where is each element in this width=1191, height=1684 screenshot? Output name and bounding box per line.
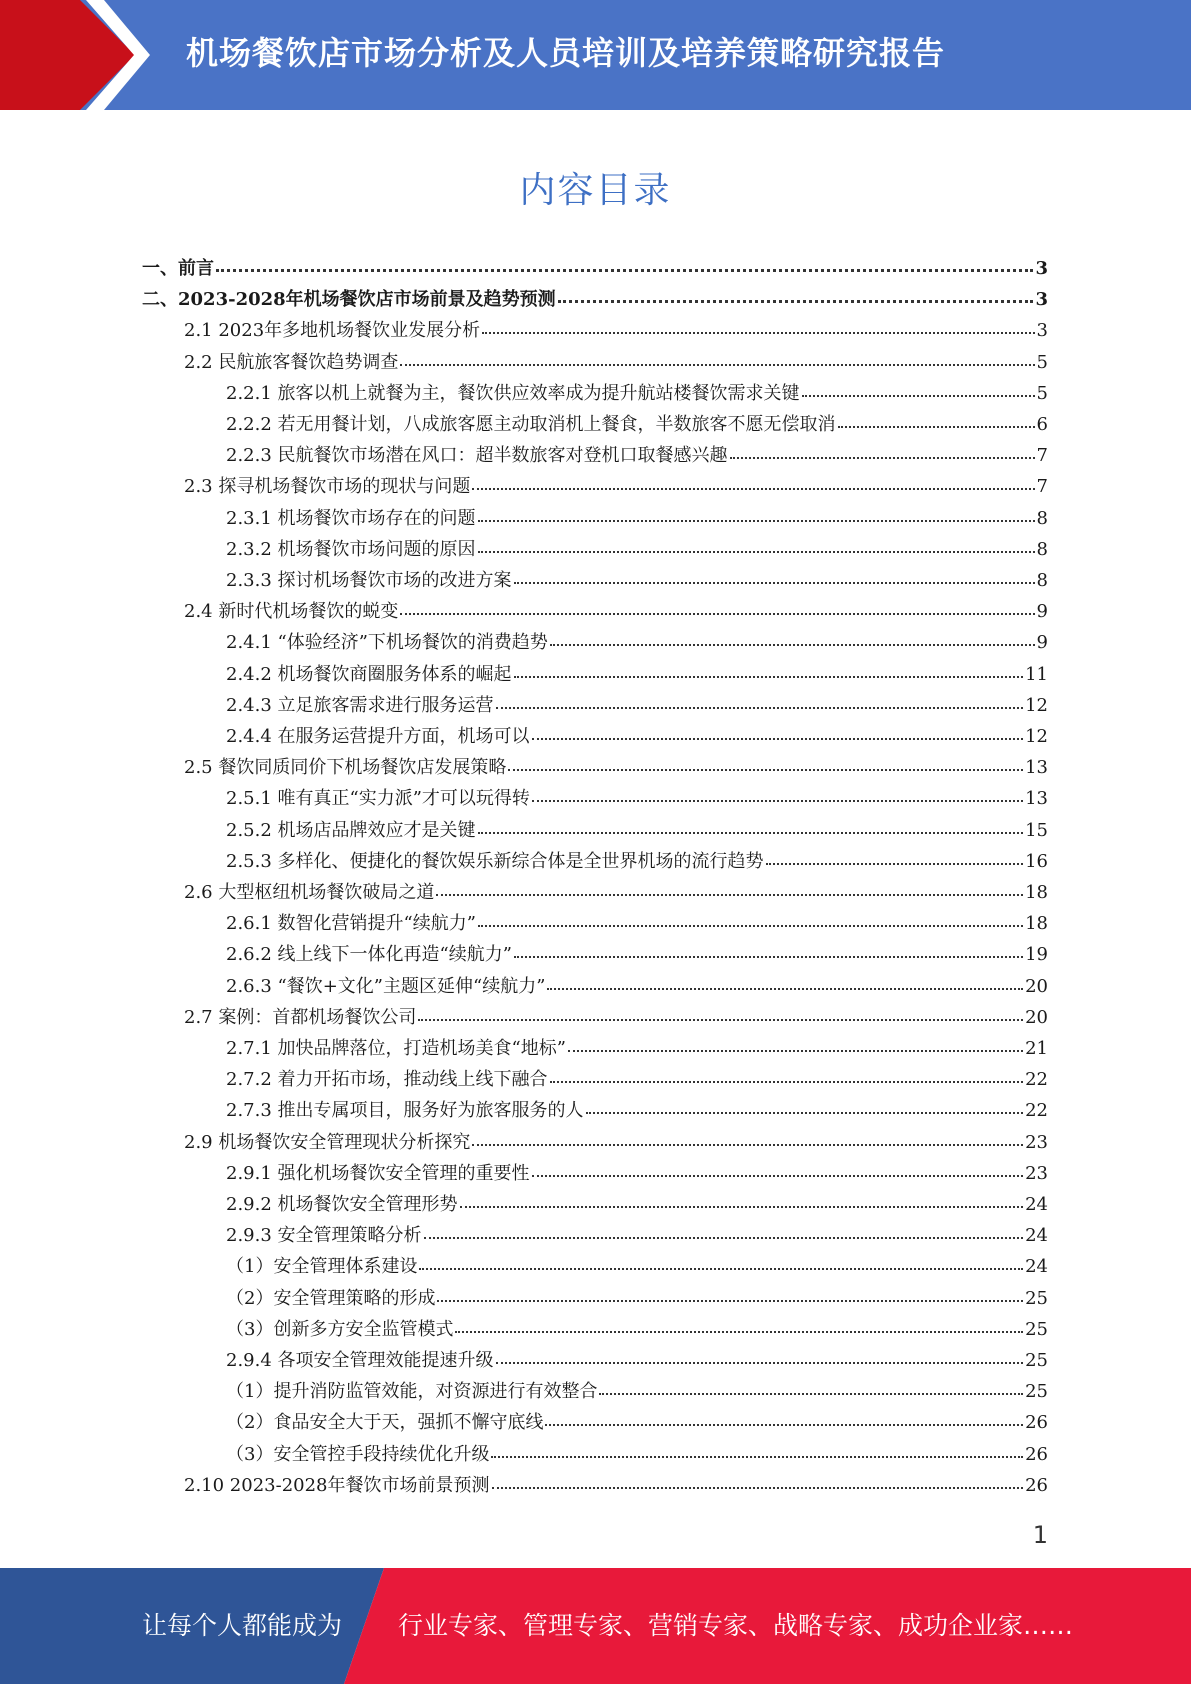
toc-entry-page: 7: [1036, 476, 1048, 498]
toc-entry-title: 2.1 2023年多地机场餐饮业发展分析: [184, 320, 481, 342]
toc-heading: 内容目录: [519, 170, 672, 211]
toc-entry-title: 2.2 民航旅客餐饮趋势调查: [184, 351, 399, 373]
toc-entry-title: 2.3 探寻机场餐饮市场的现状与问题: [184, 476, 471, 498]
toc-entry-page: 23: [1025, 1131, 1048, 1153]
toc-dot-leader: [586, 1106, 1024, 1114]
toc-entry-page: 12: [1025, 726, 1048, 747]
toc-entry-title: 2.7.2 着力开拓市场，推动线上线下融合: [226, 1069, 548, 1091]
toc-dot-leader: [478, 826, 1024, 834]
toc-entry[interactable]: [226, 1189, 1048, 1220]
toc-entry-page: 18: [1025, 913, 1048, 935]
header-banner: [0, 0, 1191, 110]
toc-entry[interactable]: [184, 596, 1048, 627]
toc-entry-title: 2.6 大型枢纽机场餐饮破局之道: [184, 882, 435, 903]
toc-entry-page: 19: [1025, 944, 1048, 966]
toc-entry[interactable]: [226, 440, 1048, 471]
toc-entry[interactable]: [226, 846, 1048, 877]
toc-dot-leader: [508, 763, 1023, 771]
toc-dot-leader: [424, 1231, 1024, 1239]
toc-entry-title: 2.6.1 数智化营销提升“续航力”: [226, 913, 476, 935]
toc-entry[interactable]: [226, 1376, 1048, 1407]
toc-entry-title: （3）安全管控手段持续优化升级: [226, 1443, 490, 1465]
toc-entry-page: 20: [1025, 1006, 1048, 1028]
toc-entry-title: （2）食品安全大于天，强抓不懈守底线: [226, 1412, 544, 1434]
toc-dot-leader: [545, 1418, 1023, 1426]
toc-entry[interactable]: [226, 565, 1048, 596]
toc-entry-page: 13: [1025, 757, 1048, 779]
toc-entry[interactable]: [184, 1002, 1048, 1033]
toc-entry-title: 一、前言: [142, 258, 214, 279]
toc-entry-page: 25: [1025, 1350, 1048, 1371]
toc-entry-title: 2.4.2 机场餐饮商圈服务体系的崛起: [226, 663, 512, 685]
toc-entry[interactable]: [184, 877, 1048, 908]
toc-dot-leader: [455, 1325, 1023, 1333]
toc-entry-title: 2.7 案例：首都机场餐饮公司: [184, 1006, 417, 1028]
toc-entry-title: 二、2023-2028年机场餐饮店市场前景及趋势预测: [142, 289, 556, 311]
toc-entry-title: 2.3.1 机场餐饮市场存在的问题: [226, 507, 476, 529]
toc-entry-title: 2.4.3 立足旅客需求进行服务运营: [226, 694, 494, 716]
toc-dot-leader: [436, 888, 1023, 896]
toc-dot-leader: [532, 1169, 1024, 1177]
toc-dot-leader: [514, 950, 1023, 958]
toc-entry-page: 8: [1036, 538, 1048, 560]
toc-dot-leader: [496, 1356, 1024, 1364]
toc-dot-leader: [216, 263, 1033, 272]
toc-dot-leader: [478, 919, 1023, 927]
toc-entry-page: 24: [1025, 1194, 1048, 1215]
toc-dot-leader: [482, 326, 1034, 334]
toc-entry[interactable]: [226, 1220, 1048, 1251]
toc-dot-leader: [514, 670, 1024, 678]
toc-entry-title: 2.5 餐饮同质同价下机场餐饮店发展策略: [184, 757, 507, 779]
toc-entry-title: 2.5.2 机场店品牌效应才是关键: [226, 819, 476, 841]
toc-entry-page: 6: [1036, 414, 1048, 435]
toc-entry-title: 2.2.2 若无用餐计划，八成旅客愿主动取消机上餐食，半数旅客不愿无偿取消: [226, 414, 836, 435]
toc-entry[interactable]: [226, 1314, 1048, 1345]
toc-entry-page: 24: [1025, 1256, 1048, 1278]
toc-entry-page: 8: [1036, 507, 1048, 529]
toc-entry-page: 16: [1025, 850, 1048, 872]
toc-entry[interactable]: [226, 1439, 1048, 1470]
toc-dot-leader: [766, 857, 1024, 865]
toc-entry-title: 2.4.1 “体验经济”下机场餐饮的消费趋势: [226, 632, 548, 654]
toc-entry-page: 7: [1036, 445, 1048, 467]
toc-entry[interactable]: [184, 471, 1048, 502]
footer-banner: [0, 1568, 1191, 1684]
toc-entry-page: 23: [1025, 1162, 1048, 1184]
toc-dot-leader: [599, 1387, 1023, 1395]
toc-entry-page: 9: [1036, 601, 1048, 623]
toc-dot-leader: [532, 732, 1024, 740]
toc-entry-page: 12: [1025, 694, 1048, 716]
toc-dot-leader: [568, 1044, 1023, 1052]
toc-entry-title: 2.4.4 在服务运营提升方面，机场可以: [226, 726, 530, 747]
toc-dot-leader: [492, 1481, 1024, 1489]
toc-dot-leader: [491, 1450, 1023, 1458]
toc-entry-title: 2.2.1 旅客以机上就餐为主，餐饮供应效率成为提升航站楼餐饮需求关键: [226, 382, 800, 404]
toc-entry-title: 2.3.2 机场餐饮市场问题的原因: [226, 538, 476, 560]
toc-entry-page: 25: [1025, 1381, 1048, 1403]
toc-dot-leader: [400, 358, 1034, 366]
toc-dot-leader: [558, 294, 1034, 303]
toc-dot-leader: [532, 794, 1023, 802]
toc-entry[interactable]: [226, 503, 1048, 534]
toc-entry[interactable]: [184, 347, 1048, 378]
toc-entry[interactable]: [226, 627, 1048, 658]
toc-entry-page: 26: [1025, 1443, 1048, 1465]
toc-entry[interactable]: [226, 1407, 1048, 1438]
toc-entry[interactable]: [184, 752, 1048, 783]
toc-entry[interactable]: [226, 1345, 1048, 1376]
toc-dot-leader: [472, 482, 1034, 490]
toc-entry[interactable]: [226, 971, 1048, 1002]
report-title: 机场餐饮店市场分析及人员培训及培养策略研究报告: [186, 34, 946, 72]
toc-dot-leader: [550, 1075, 1024, 1083]
toc-entry-title: 2.4 新时代机场餐饮的蜕变: [184, 601, 399, 623]
toc-entry-title: 2.2.3 民航餐饮市场潜在风口：超半数旅客对登机口取餐感兴趣: [226, 445, 728, 467]
toc-entry-page: 22: [1025, 1100, 1048, 1122]
toc-entry-page: 25: [1025, 1318, 1048, 1340]
toc-dot-leader: [550, 638, 1035, 646]
toc-entry[interactable]: [226, 1158, 1048, 1189]
toc-dot-leader: [400, 607, 1034, 615]
toc-entry-title: 2.9.4 各项安全管理效能提速升级: [226, 1350, 494, 1371]
toc-entry-title: 2.5.1 唯有真正“实力派”才可以玩得转: [226, 788, 530, 810]
toc-entry[interactable]: [226, 378, 1048, 409]
toc-entry-page: 18: [1025, 882, 1048, 903]
toc-entry[interactable]: [226, 1095, 1048, 1126]
toc-entry-page: 11: [1025, 663, 1048, 685]
toc-entry-title: 2.6.2 线上线下一体化再造“续航力”: [226, 944, 512, 966]
toc-entry[interactable]: [226, 908, 1048, 939]
toc-dot-leader: [547, 982, 1023, 990]
toc-entry[interactable]: [226, 1283, 1048, 1314]
toc-entry-page: 15: [1025, 819, 1048, 841]
toc-entry-title: 2.9.2 机场餐饮安全管理形势: [226, 1194, 458, 1215]
toc-entry-page: 13: [1025, 788, 1048, 810]
toc-entry[interactable]: [226, 534, 1048, 565]
toc-entry-page: 3: [1035, 289, 1048, 311]
toc-dot-leader: [472, 1138, 1023, 1146]
toc-dot-leader: [418, 1013, 1023, 1021]
toc-entry[interactable]: [226, 721, 1048, 752]
toc-entry-title: 2.10 2023-2028年餐饮市场前景预测: [184, 1474, 490, 1496]
toc-entry[interactable]: [142, 284, 1048, 315]
toc-entry-title: （1）提升消防监管效能，对资源进行有效整合: [226, 1381, 598, 1403]
toc-entry-page: 21: [1025, 1038, 1048, 1059]
toc-entry-page: 8: [1036, 570, 1048, 591]
toc-entry-page: 3: [1036, 320, 1048, 342]
toc-dot-leader: [838, 420, 1035, 428]
toc-dot-leader: [496, 701, 1024, 709]
toc-entry-page: 26: [1025, 1412, 1048, 1434]
toc-entry[interactable]: [226, 659, 1048, 690]
toc-entry-page: 5: [1036, 382, 1048, 404]
page-number: 1: [1032, 1521, 1048, 1549]
toc-entry[interactable]: [226, 409, 1048, 440]
toc-entry-title: 2.7.3 推出专属项目，服务好为旅客服务的人: [226, 1100, 584, 1122]
toc-entry-page: 20: [1025, 975, 1048, 997]
toc-entry[interactable]: [184, 1127, 1048, 1158]
toc-entry-title: 2.9 机场餐饮安全管理现状分析探究: [184, 1131, 471, 1153]
toc-entry[interactable]: [226, 815, 1048, 846]
toc-entry-page: 5: [1036, 351, 1048, 373]
toc-entry-title: （2）安全管理策略的形成: [226, 1287, 436, 1309]
toc-entry[interactable]: [226, 939, 1048, 970]
footer-slogan-left: 让每个人都能成为: [142, 1611, 343, 1640]
toc-entry[interactable]: [226, 783, 1048, 814]
toc-entry-title: （3）创新多方安全监管模式: [226, 1318, 454, 1340]
toc-entry-title: 2.5.3 多样化、便捷化的餐饮娱乐新综合体是全世界机场的流行趋势: [226, 850, 764, 872]
toc-dot-leader: [802, 389, 1035, 397]
toc-entry-title: 2.6.3 “餐饮+文化”主题区延伸“续航力”: [226, 975, 546, 997]
toc-entry-title: 2.7.1 加快品牌落位，打造机场美食“地标”: [226, 1038, 566, 1059]
toc-entry[interactable]: [184, 315, 1048, 346]
toc-entry-page: 26: [1025, 1474, 1048, 1496]
toc-entry-page: 24: [1025, 1225, 1048, 1247]
toc-entry[interactable]: [226, 1064, 1048, 1095]
toc-entry[interactable]: [142, 253, 1048, 284]
toc-entry-page: 25: [1025, 1287, 1048, 1309]
toc-entry-title: （1）安全管理体系建设: [226, 1256, 418, 1278]
toc-dot-leader: [419, 1262, 1023, 1270]
toc-dot-leader: [514, 576, 1035, 584]
toc-dot-leader: [478, 545, 1035, 553]
toc-dot-leader: [730, 451, 1035, 459]
toc-dot-leader: [460, 1200, 1024, 1208]
toc-entry[interactable]: [226, 1033, 1048, 1064]
toc-entry[interactable]: [226, 1251, 1048, 1282]
toc-entry[interactable]: [226, 690, 1048, 721]
toc-entry-page: 22: [1025, 1069, 1048, 1091]
footer-slogan-right: 行业专家、管理专家、营销专家、战略专家、成功企业家……: [398, 1611, 1074, 1640]
toc-dot-leader: [478, 514, 1035, 522]
toc-entry-title: 2.3.3 探讨机场餐饮市场的改进方案: [226, 570, 512, 591]
toc-dot-leader: [437, 1294, 1023, 1302]
toc-entry-title: 2.9.3 安全管理策略分析: [226, 1225, 422, 1247]
toc-entry-title: 2.9.1 强化机场餐饮安全管理的重要性: [226, 1162, 530, 1184]
toc-entry[interactable]: [184, 1470, 1048, 1501]
toc-entry-page: 3: [1035, 258, 1048, 279]
toc-entry-page: 9: [1036, 632, 1048, 654]
